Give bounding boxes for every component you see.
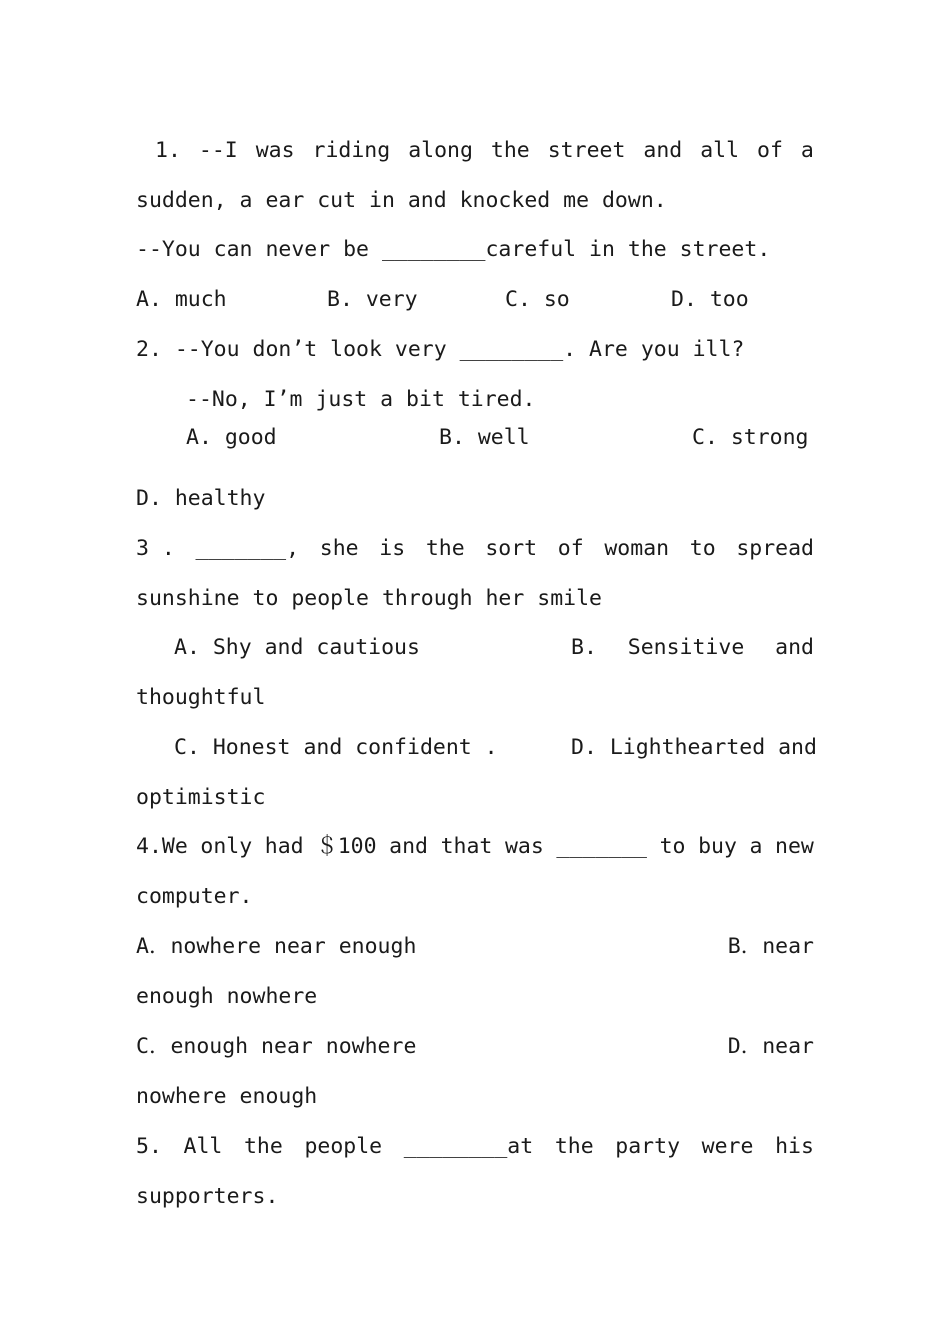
q4-option-b: B．near <box>727 934 814 959</box>
word: and <box>775 635 814 660</box>
word: buy <box>698 834 737 859</box>
word: sort <box>485 536 538 561</box>
q3-option-d: D. Lighthearted and <box>571 735 817 760</box>
word: people <box>304 1134 383 1159</box>
word: along <box>408 138 473 163</box>
word: she <box>319 536 359 561</box>
word: of <box>757 138 783 163</box>
word: his <box>775 1134 814 1159</box>
q1-option-b: B. very <box>327 287 418 312</box>
word: that <box>440 834 493 859</box>
word: had <box>264 834 304 859</box>
q4-stem-line-2: computer. <box>136 884 253 909</box>
word: Sensitive <box>627 635 745 660</box>
q1-stem-line-2: sudden, a ear cut in and knocked me down. <box>136 188 667 213</box>
word: All <box>183 1134 223 1159</box>
q2-option-c: C. strong <box>692 425 809 450</box>
word: --I <box>198 138 238 163</box>
q2-stem-line-2: --No, I’m just a bit tired. <box>186 387 536 412</box>
word: party <box>615 1134 681 1159</box>
q5-number: 5. <box>136 1134 162 1159</box>
option-letter: B. <box>571 635 597 660</box>
word: spread <box>736 536 814 561</box>
q4-option-d: D．near <box>727 1034 814 1059</box>
q1-stem-line-3: --You can never be ________careful in the street. <box>136 237 771 262</box>
word: the <box>243 1134 283 1159</box>
word: the <box>425 536 465 561</box>
q3-number: 3 . <box>136 536 175 561</box>
word: were <box>701 1134 754 1159</box>
q4-stem-line-1 <box>136 833 814 861</box>
q5-stem-line-2: supporters. <box>136 1184 279 1209</box>
q1-option-c: C. so <box>505 287 570 312</box>
answer-blank: _______, <box>195 536 300 561</box>
q2-option-a: A. good <box>186 425 277 450</box>
word: ＄100 <box>316 834 377 859</box>
word: woman <box>604 536 670 561</box>
q3-option-c: C. Honest and confident . <box>174 735 498 760</box>
word: the <box>554 1134 594 1159</box>
q2-option-b: B. well <box>439 425 530 450</box>
q4-options-line-2 <box>136 1033 814 1061</box>
word: only <box>200 834 253 859</box>
word: new <box>775 834 814 859</box>
word: a <box>749 834 763 859</box>
word: riding <box>312 138 391 163</box>
q4-number: 4.We <box>136 834 188 859</box>
answer-blank: ________at <box>403 1134 534 1159</box>
word: is <box>379 536 406 561</box>
q2-stem-line-1: 2. --You don’t look very ________. Are you ill? <box>136 337 745 362</box>
q3-stem-line-2: sunshine to people through her smile <box>136 586 602 611</box>
word: a <box>800 138 814 163</box>
word: and <box>643 138 683 163</box>
word: and <box>389 834 428 859</box>
word: to <box>659 834 686 859</box>
q1-option-d: D. too <box>671 287 749 312</box>
word: of <box>557 536 584 561</box>
word: the <box>490 138 530 163</box>
q3-option-b-cont: thoughtful <box>136 685 266 710</box>
q4-option-b-cont: enough nowhere <box>136 984 318 1009</box>
q4-option-a: A．nowhere near enough <box>136 934 417 959</box>
answer-blank: _______ <box>556 834 647 859</box>
word: was <box>504 834 544 859</box>
q4-option-d-cont: nowhere enough <box>136 1084 318 1109</box>
word: street <box>547 138 626 163</box>
q1-number: 1. <box>155 138 181 163</box>
q3-stem-line-1 <box>136 535 814 563</box>
word: to <box>689 536 716 561</box>
q4-option-c: C．enough near nowhere <box>136 1034 417 1059</box>
word: was <box>255 138 295 163</box>
q3-option-a: A. Shy and cautious <box>174 635 420 660</box>
q4-options-line-1 <box>136 933 814 961</box>
q1-option-a: A. much <box>136 287 227 312</box>
q5-stem-line-1 <box>136 1133 814 1161</box>
q2-option-d: D. healthy <box>136 486 266 511</box>
q3-option-b <box>571 634 814 662</box>
q3-option-d-cont: optimistic <box>136 785 266 810</box>
q1-stem-line-1 <box>155 137 814 165</box>
word: all <box>700 138 740 163</box>
